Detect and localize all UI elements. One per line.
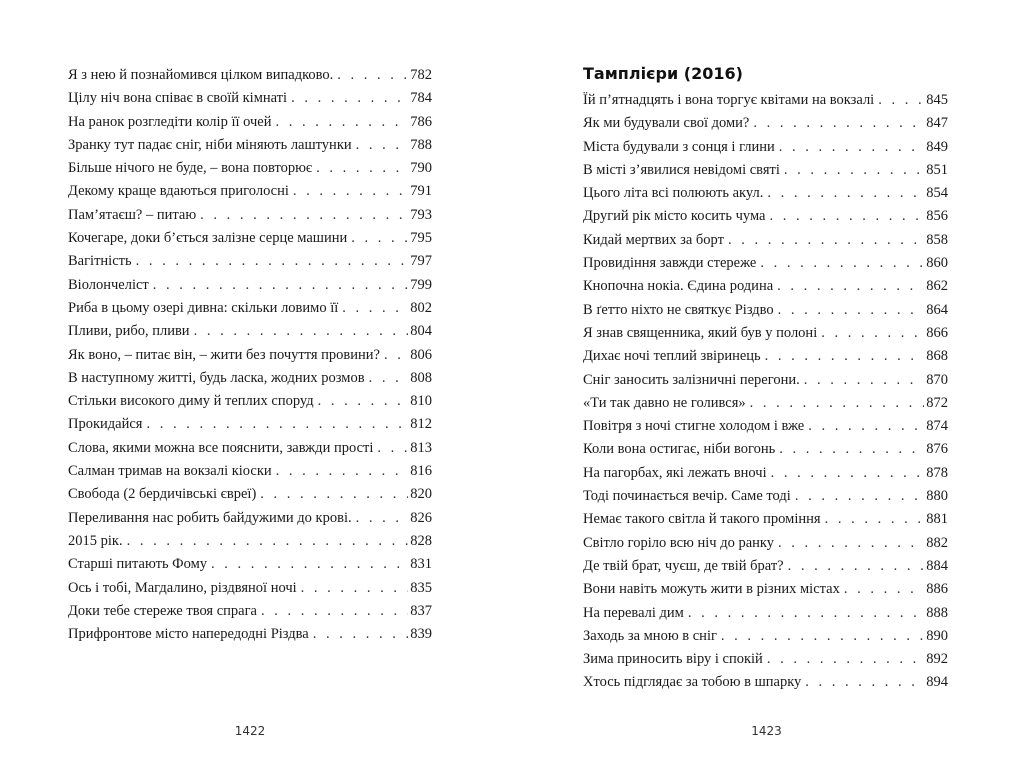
toc-entry [583, 671, 948, 694]
toc-entry-page-number: 782 [410, 67, 432, 83]
toc-entry-page-number: 835 [410, 579, 432, 596]
dot-leader [313, 623, 409, 646]
dot-leader [878, 89, 924, 112]
dot-leader [356, 134, 409, 157]
toc-entry-page-number: 813 [410, 439, 432, 456]
toc-entry-page-number: 888 [926, 604, 948, 621]
dot-leader [377, 437, 408, 460]
toc-entry-title: Другий рік місто косить чума [583, 208, 766, 225]
toc-entry [68, 274, 432, 297]
dot-leader [805, 671, 924, 694]
toc-entry-page-number: 894 [926, 674, 948, 691]
toc-entry-title: На перевалі дим [583, 604, 684, 621]
dot-leader [771, 462, 925, 485]
toc-entry [68, 437, 432, 460]
toc-entry [583, 252, 948, 275]
toc-entry [583, 345, 948, 368]
dot-leader [767, 648, 924, 671]
toc-entry-title: Вагітність [68, 253, 132, 270]
toc-entry [583, 508, 948, 531]
dot-leader [784, 159, 924, 182]
toc-entry-title: Як воно, – питає він, – жити без почуття провини? [68, 346, 380, 363]
toc-entry-page-number: 884 [926, 557, 948, 574]
toc-entry [68, 297, 432, 320]
toc-entry-title: Віолончеліст [68, 276, 149, 293]
section-title: Тамплієри (2016) [583, 64, 743, 83]
toc-entry [68, 64, 432, 87]
toc-entry-page-number: 808 [410, 369, 432, 386]
toc-entry-page-number: 881 [926, 511, 948, 528]
toc-entry [68, 530, 432, 553]
dot-leader [760, 252, 924, 275]
toc-entry [68, 460, 432, 483]
toc-entry-title: 2015 рік. [68, 532, 123, 549]
toc-entry-page-number: 837 [410, 602, 432, 619]
dot-leader [369, 367, 409, 390]
dot-leader [342, 297, 408, 320]
dot-leader [351, 227, 408, 250]
toc-entry [68, 250, 432, 273]
dot-leader [127, 530, 409, 553]
dot-leader [844, 578, 924, 601]
toc-entry [68, 87, 432, 110]
dot-leader [778, 532, 924, 555]
toc-entry-page-number: 890 [926, 627, 948, 644]
toc-entry-title: Слова, якими можна все пояснити, завжди прості [68, 439, 374, 456]
toc-entry-title: Немає такого світла й такого проміння [583, 511, 821, 528]
toc-entry-title: Хтось підглядає за тобою в шпарку [583, 674, 802, 691]
dot-leader [688, 602, 924, 625]
toc-entry [583, 392, 948, 415]
toc-entry-title: Ось і тобі, Магдалино, різдвяної ночі [68, 579, 297, 596]
toc-entry-page-number: 845 [926, 92, 948, 108]
dot-leader [200, 204, 408, 227]
toc-entry-title: «Ти так давно не голився» [583, 394, 746, 411]
toc-entry-page-number: 854 [926, 185, 948, 202]
toc-entry-page-number: 878 [926, 464, 948, 481]
toc-entry [583, 438, 948, 461]
toc-entry-title: Дихає ночі теплий звіринець [583, 348, 761, 365]
toc-entry [68, 134, 432, 157]
toc-entry-title: Старші питають Фому [68, 556, 208, 573]
toc-entry-title: Прокидайся [68, 416, 143, 433]
toc-entry-title: В наступному житті, будь ласка, жодних розмов [68, 369, 365, 386]
toc-entry-title: Зранку тут падає сніг, ніби міняють лаштунки [68, 136, 352, 153]
toc-entry-title: Пливи, рибо, пливи [68, 323, 190, 340]
dot-leader [808, 415, 924, 438]
toc-entry-page-number: 851 [926, 161, 948, 178]
dot-leader [779, 136, 924, 159]
dot-leader [753, 112, 924, 135]
toc-entry-title: Кнопочна нокіа. Єдина родина [583, 278, 774, 295]
dot-leader [276, 111, 409, 134]
toc-entry [68, 507, 432, 530]
toc-entry-page-number: 839 [410, 626, 432, 643]
dot-leader [795, 485, 924, 508]
dot-leader [301, 577, 409, 600]
toc-entry-page-number: 797 [410, 253, 432, 270]
toc-entry-page-number: 826 [410, 509, 432, 526]
dot-leader [778, 299, 925, 322]
dot-leader [779, 438, 924, 461]
toc-entry-page-number: 812 [410, 416, 432, 433]
toc-entry-page-number: 892 [926, 651, 948, 668]
toc-entry-page-number: 872 [926, 394, 948, 411]
toc-entry-title: Вони навіть можуть жити в різних містах [583, 581, 840, 598]
toc-entry-page-number: 784 [410, 90, 432, 107]
dot-leader [721, 625, 924, 648]
toc-entry-page-number: 882 [926, 534, 948, 551]
dot-leader [769, 205, 924, 228]
page-number-left: 1422 [234, 724, 266, 738]
toc-entry [68, 577, 432, 600]
toc-entry-page-number: 847 [926, 115, 948, 132]
toc-entry [68, 413, 432, 436]
toc-entry-title: Коли вона остигає, ніби вогонь [583, 441, 776, 458]
toc-entry-page-number: 862 [926, 278, 948, 295]
toc-entry-title: Декому краще вдаються приголосні [68, 183, 289, 200]
toc-entry-title: Сніг заносить залізничні перегони. [583, 371, 800, 388]
dot-leader [316, 157, 408, 180]
toc-entry-title: Кидай мертвих за борт [583, 231, 724, 248]
toc-entry [68, 111, 432, 134]
dot-leader [337, 64, 408, 87]
table-of-contents-right [583, 89, 948, 695]
toc-entry-title: Де твій брат, чуєш, де твій брат? [583, 557, 784, 574]
dot-leader [261, 600, 408, 623]
toc-entry-title: Провидіння завжди стереже [583, 255, 757, 272]
dot-leader [146, 413, 408, 436]
toc-entry-page-number: 880 [926, 488, 948, 505]
toc-entry-title: Риба в цьому озері дивна: скільки ловимо її [68, 299, 339, 316]
toc-entry [68, 553, 432, 576]
toc-entry [583, 112, 948, 135]
dot-leader [777, 275, 924, 298]
toc-entry [583, 275, 948, 298]
dot-leader [136, 250, 409, 273]
toc-entry [68, 600, 432, 623]
toc-entry [68, 344, 432, 367]
toc-entry-page-number: 868 [926, 348, 948, 365]
toc-entry [68, 320, 432, 343]
toc-entry [68, 390, 432, 413]
dot-leader [211, 553, 408, 576]
dot-leader [276, 460, 409, 483]
dot-leader [384, 344, 408, 367]
dot-leader [153, 274, 408, 297]
toc-entry-title: В ґетто ніхто не святкує Різдво [583, 301, 774, 318]
toc-entry-title: Стільки високого диму й теплих споруд [68, 393, 314, 410]
toc-entry-page-number: 788 [410, 136, 432, 153]
toc-entry-page-number: 858 [926, 231, 948, 248]
toc-entry [583, 159, 948, 182]
toc-entry [583, 182, 948, 205]
toc-entry-title: На ранок розгледіти колір її очей [68, 113, 272, 130]
toc-entry-page-number: 886 [926, 581, 948, 598]
toc-entry-page-number: 864 [926, 301, 948, 318]
toc-entry-page-number: 816 [410, 463, 432, 480]
toc-entry-title: Міста будували з сонця і глини [583, 138, 775, 155]
toc-entry [68, 157, 432, 180]
toc-entry-page-number: 793 [410, 206, 432, 223]
dot-leader [260, 483, 408, 506]
toc-entry-page-number: 790 [410, 160, 432, 177]
toc-entry-page-number: 856 [926, 208, 948, 225]
toc-entry-title: Більше нічого не буде, – вона повторює [68, 160, 313, 177]
toc-entry-title: Повітря з ночі стигне холодом і вже [583, 418, 805, 435]
toc-entry-page-number: 810 [410, 393, 432, 410]
toc-entry-title: Доки тебе стереже твоя спрага [68, 602, 257, 619]
toc-entry [68, 367, 432, 390]
toc-entry-title: Заходь за мною в сніг [583, 627, 717, 644]
toc-entry [583, 229, 948, 252]
toc-entry-page-number: 804 [410, 323, 432, 340]
toc-entry-page-number: 870 [926, 371, 948, 388]
toc-entry-page-number: 802 [410, 299, 432, 316]
toc-entry-page-number: 876 [926, 441, 948, 458]
toc-entry [583, 462, 948, 485]
toc-entry-page-number: 849 [926, 138, 948, 155]
dot-leader [767, 182, 924, 205]
toc-entry-page-number: 828 [410, 532, 432, 549]
dot-leader [804, 369, 925, 392]
toc-entry [68, 204, 432, 227]
toc-entry-page-number: 786 [410, 113, 432, 130]
dot-leader [821, 322, 924, 345]
toc-entry-page-number: 831 [410, 556, 432, 573]
dot-leader [293, 180, 408, 203]
dot-leader [318, 390, 409, 413]
toc-entry-page-number: 860 [926, 255, 948, 272]
toc-entry-page-number: 791 [410, 183, 432, 200]
toc-entry [583, 532, 948, 555]
toc-entry-page-number: 866 [926, 324, 948, 341]
toc-entry-title: Переливання нас робить байдужими до крові. [68, 509, 352, 526]
dot-leader [194, 320, 409, 343]
dot-leader [728, 229, 924, 252]
dot-leader [765, 345, 925, 368]
toc-entry [583, 648, 948, 671]
toc-entry-page-number: 874 [926, 418, 948, 435]
toc-entry [68, 483, 432, 506]
toc-entry-title: Зима приносить віру і спокій [583, 651, 763, 668]
toc-entry [583, 578, 948, 601]
toc-entry [583, 205, 948, 228]
toc-entry-title: Світло горіло всю ніч до ранку [583, 534, 775, 551]
toc-entry-page-number: 799 [410, 276, 432, 293]
toc-entry [68, 227, 432, 250]
toc-entry [583, 625, 948, 648]
toc-entry-title: Я з нею й познайомився цілком випадково. [68, 67, 334, 83]
toc-entry [583, 322, 948, 345]
toc-entry-title: На пагорбах, які лежать вночі [583, 464, 767, 481]
page-number-right: 1423 [751, 724, 782, 738]
left-page [68, 0, 432, 780]
toc-entry-title: Прифронтове місто напередодні Різдва [68, 626, 309, 643]
toc-entry [68, 623, 432, 646]
toc-entry [583, 299, 948, 322]
toc-entry-title: Їй п’ятнадцять і вона торгує квітами на вокзалі [583, 92, 875, 108]
dot-leader [788, 555, 925, 578]
toc-entry-title: Цілу ніч вона співає в своїй кімнаті [68, 90, 288, 107]
toc-entry-title: В місті з’явилися невідомі святі [583, 161, 780, 178]
dot-leader [356, 507, 409, 530]
dot-leader [825, 508, 925, 531]
toc-entry-title: Пам’ятаєш? – питаю [68, 206, 197, 223]
dot-leader [291, 87, 408, 110]
toc-entry-title: Цього літа всі полюють акул. [583, 185, 764, 202]
toc-entry-page-number: 806 [410, 346, 432, 363]
toc-entry [583, 602, 948, 625]
toc-entry [583, 415, 948, 438]
toc-entry [68, 180, 432, 203]
table-of-contents-left [68, 64, 432, 646]
toc-entry-title: Свобода (2 бердичівські євреї) [68, 486, 257, 503]
toc-entry [583, 136, 948, 159]
toc-entry-page-number: 795 [410, 230, 432, 247]
dot-leader [750, 392, 925, 415]
toc-entry [583, 89, 948, 112]
toc-entry-page-number: 820 [410, 486, 432, 503]
toc-entry-title: Тоді починається вечір. Саме тоді [583, 488, 791, 505]
toc-entry-title: Як ми будували свої доми? [583, 115, 750, 132]
right-page [583, 0, 948, 780]
toc-entry [583, 555, 948, 578]
toc-entry [583, 485, 948, 508]
toc-entry [583, 369, 948, 392]
toc-entry-title: Я знав священника, який був у полоні [583, 324, 818, 341]
toc-entry-title: Кочегаре, доки б’ється залізне серце машини [68, 230, 348, 247]
toc-entry-title: Салман тримав на вокзалі кіоски [68, 463, 272, 480]
